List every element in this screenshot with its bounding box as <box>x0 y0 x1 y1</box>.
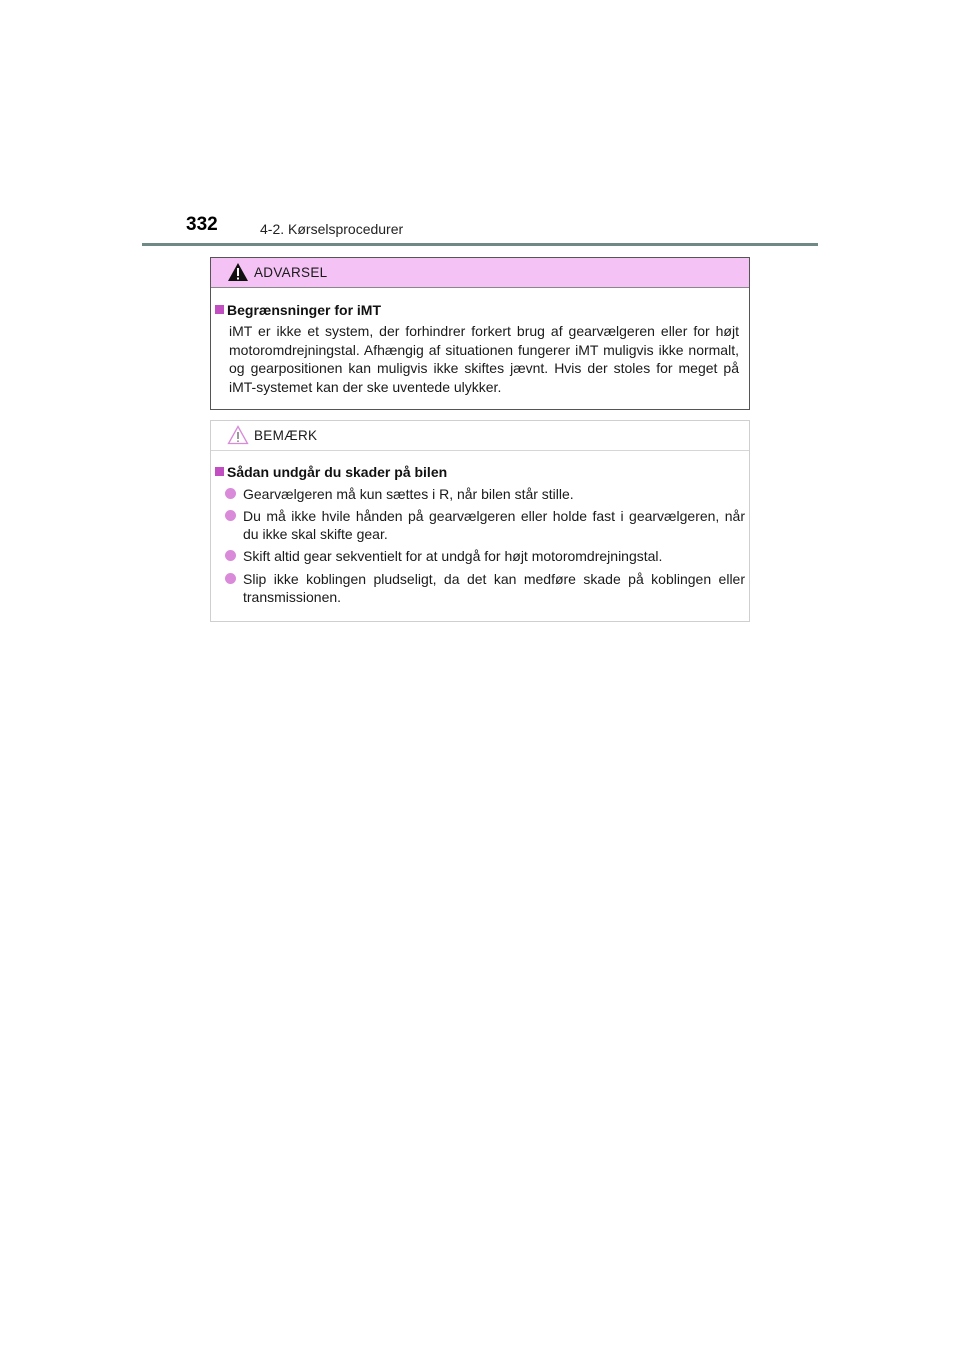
caution-triangle-icon <box>227 425 249 445</box>
round-bullet-icon <box>225 573 236 584</box>
square-bullet-icon <box>215 305 224 314</box>
notice-item-title: Sådan undgår du skader på bilen <box>215 464 447 480</box>
page-number: 332 <box>186 214 218 235</box>
warning-item-title: Begrænsninger for iMT <box>215 302 381 318</box>
round-bullet-icon <box>225 550 236 561</box>
list-item: Gearvælgeren må kun sættes i R, når bilen står stille. <box>225 485 745 503</box>
notice-label: BEMÆRK <box>254 428 318 443</box>
round-bullet-icon <box>225 510 236 521</box>
square-bullet-icon <box>215 467 224 476</box>
round-bullet-icon <box>225 488 236 499</box>
warning-box <box>210 257 750 410</box>
list-item: Du må ikke hvile hånden på gearvælgeren eller holde fast i gearvælgeren, når du ikke skal skifte gear. <box>225 507 745 543</box>
warning-triangle-icon <box>227 262 249 282</box>
warning-header <box>211 258 749 288</box>
list-item: Slip ikke koblingen pludseligt, da det kan medføre skade på koblingen eller transmissionen. <box>225 570 745 606</box>
notice-box <box>210 420 750 622</box>
warning-paragraph: iMT er ikke et system, der forhindrer forkert brug af gearvælgeren eller for højt motoromdrejningstal. Afhængig af situationen fungerer iMT muligvis ikke normalt, og gearpositionen kan muligvis ikke skiftes jævnt. Hvis der stoles for meget på iMT-systemet kan der ske uventede ulykker. <box>229 323 739 395</box>
header-divider <box>142 243 818 246</box>
section-title: 4-2. Kørselsprocedurer <box>260 221 404 237</box>
warning-label: ADVARSEL <box>254 265 328 280</box>
list-item: Skift altid gear sekventielt for at undgå for højt motoromdrejningstal. <box>225 547 745 565</box>
notice-header <box>211 421 749 451</box>
